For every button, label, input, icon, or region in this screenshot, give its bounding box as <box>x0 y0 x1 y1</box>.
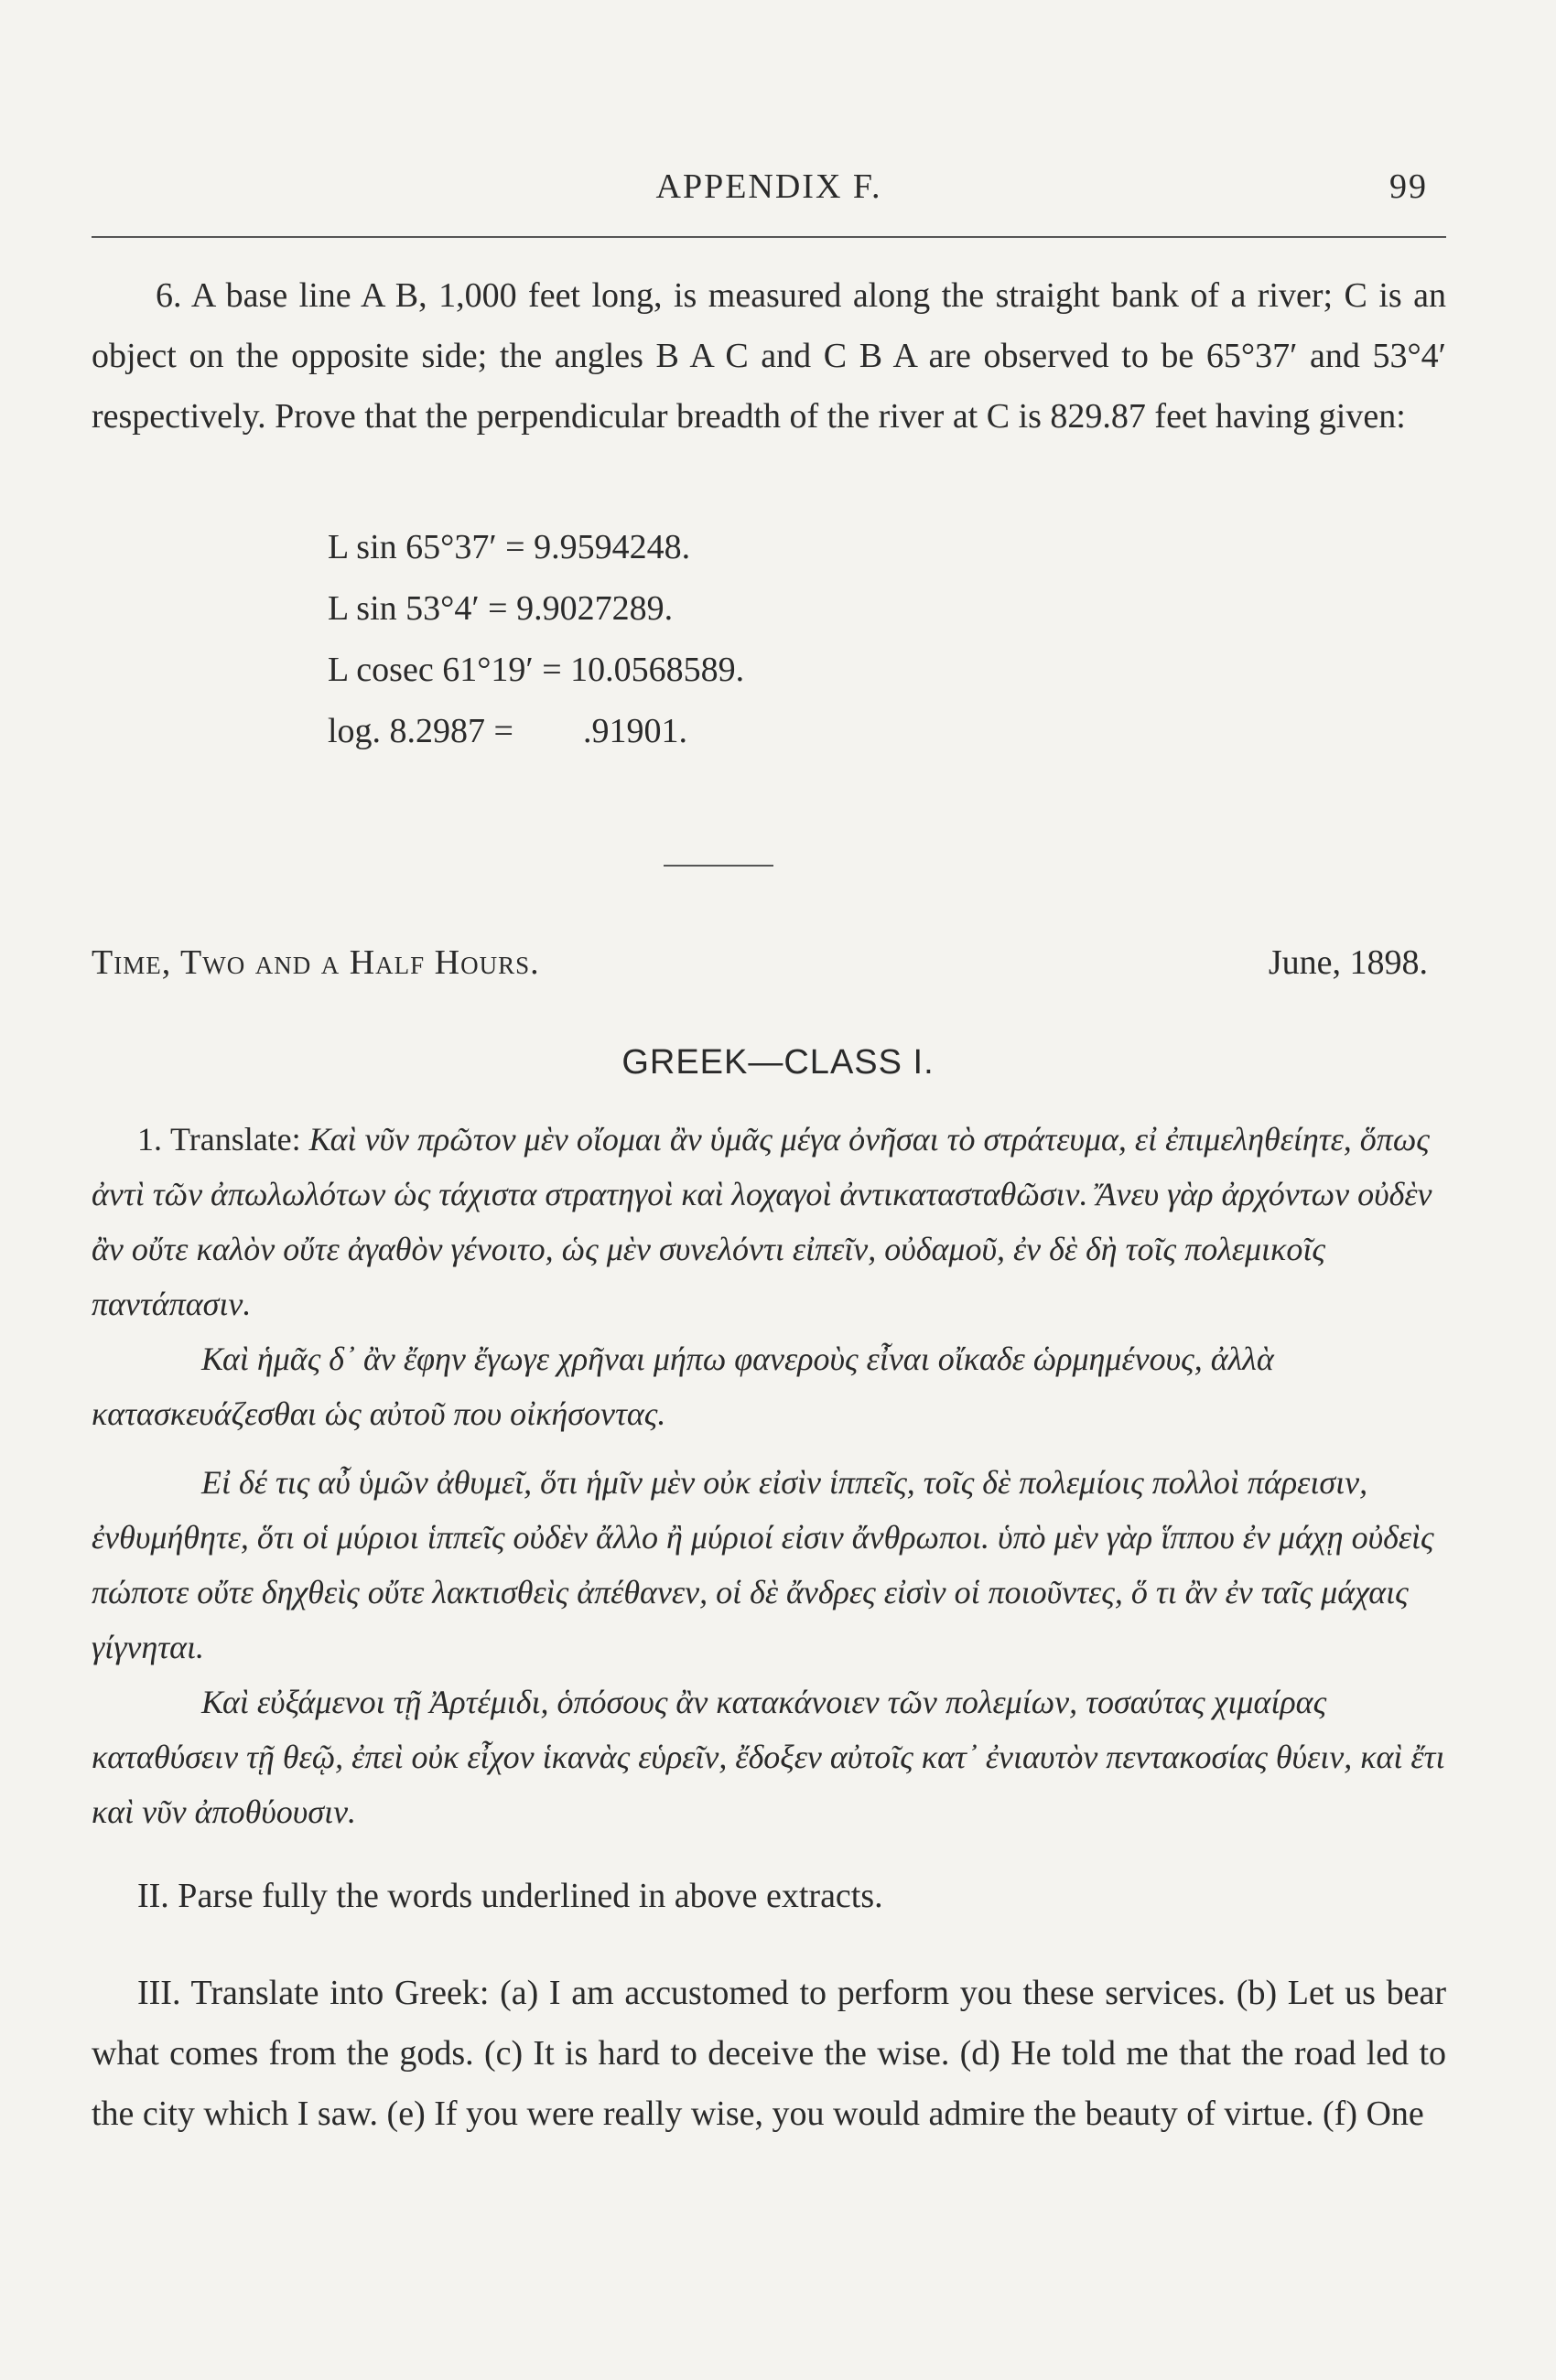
greek-passage-2 <box>92 1331 1446 1441</box>
question-3-text: III. Translate into Greek: (a) I am accustomed to perform you these services. (b) Let us bear what comes from the gods. (c) It is hard to deceive the wise. (d) He told me that the road led to the city which I saw. (e) If you were really wise, you would admire the beauty of virtue. (f) One <box>92 1974 1446 2133</box>
question-1-number: 1. <box>137 1121 162 1158</box>
equation-4: log. 8.2987 = .91901. <box>328 712 687 750</box>
section-divider <box>664 865 773 867</box>
exam-date: June, 1898. <box>1268 943 1428 982</box>
question-1-label: Translate: <box>170 1121 301 1158</box>
class-heading: GREEK—CLASS I. <box>621 1043 935 1082</box>
greek-passage-3 <box>92 1455 1446 1675</box>
equation-1: L sin 65°37′ = 9.9594248. <box>328 528 691 566</box>
problem-6-text: 6. A base line A B, 1,000 feet long, is measured along the straight bank of a river; C is an object on the opposite side; the angles B A C and C B A are observed to be 65°37′ and 53°4′ respectively. Prove that the perpendicular breadth of the river at C is 829.87 feet having given: <box>92 276 1446 436</box>
greek-passage-1 <box>92 1112 1446 1331</box>
equation-2: L sin 53°4′ = 9.9027289. <box>328 589 674 628</box>
greek-text-4: Καὶ εὐξάμενοι τῇ Ἀρτέμιδι, ὁπόσους ἂν κατακάνοιεν τῶν πολεμίων, τοσαύτας χιμαίρας καταθύσειν τῇ θεῷ, ἐπεὶ οὐκ εἶχον ἱκανὰς εὑρεῖν, ἔδοξεν αὐτοῖς κατ᾽ ἐνιαυτὸν πεντακοσίας θύειν, καὶ ἔτι καὶ νῦν ἀποθύουσιν. <box>92 1684 1445 1830</box>
page-header <box>92 167 1446 212</box>
question-3 <box>92 1963 1446 2144</box>
question-2: II. Parse fully the words underlined in above extracts. <box>137 1877 883 1915</box>
running-title: APPENDIX F. <box>655 167 882 206</box>
greek-passage-4 <box>92 1675 1446 1839</box>
exam-time: Time, Two and a Half Hours. <box>92 943 540 982</box>
greek-text-3: Εἰ δέ τις αὖ ὑμῶν ἀθυμεῖ, ὅτι ἡμῖν μὲν οὐκ εἰσὶν ἱππεῖς, τοῖς δὲ πολεμίοις πολλοὶ πάρεισιν, ἐνθυμήθητε, ὅτι οἱ μύριοι ἱππεῖς οὐδὲν ἄλλο ἢ μύριοί εἰσιν ἄνθρωποι. ὑπὸ μὲν γὰρ ἵππου ἐν μάχῃ οὐδεὶς πώποτε οὔτε δηχθεὶς οὔτε λακτισθεὶς ἀπέθανεν, οἱ δὲ ἄνδρες εἰσὶν οἱ ποιοῦντες, ὅ τι ἂν ἐν ταῖς μάχαις γίγνηται. <box>92 1464 1434 1665</box>
header-rule <box>92 236 1446 238</box>
equation-3: L cosec 61°19′ = 10.0568589. <box>328 651 745 689</box>
page-number: 99 <box>1389 167 1428 206</box>
problem-6 <box>92 265 1446 447</box>
greek-text-2: Καὶ ἡμᾶς δ᾽ ἂν ἔφην ἔγωγε χρῆναι μήπω φανεροὺς εἶναι οἴκαδε ὡρμημένους, ἀλλὰ κατασκευάζεσθαι ὡς αὐτοῦ που οἰκήσοντας. <box>92 1341 1274 1432</box>
greek-text-1: Καὶ νῦν πρῶτον μὲν οἴομαι ἂν ὑμᾶς μέγα ὀνῆσαι τὸ στράτευμα, εἰ ἐπιμεληθείητε, ὅπως ἀντὶ τῶν ἀπωλωλότων ὡς τάχιστα στρατηγοὶ καὶ λοχαγοὶ ἀντικατασταθῶσιν. Ἄνευ γὰρ ἀρχόντων οὐδὲν ἂν οὔτε καλὸν οὔτε ἀγαθὸν γένοιτο, ὡς μὲν συνελόντι εἰπεῖν, οὐδαμοῦ, ἐν δὲ δὴ τοῖς πολεμικοῖς παντάπασιν. <box>92 1121 1432 1322</box>
given-values <box>328 517 744 762</box>
